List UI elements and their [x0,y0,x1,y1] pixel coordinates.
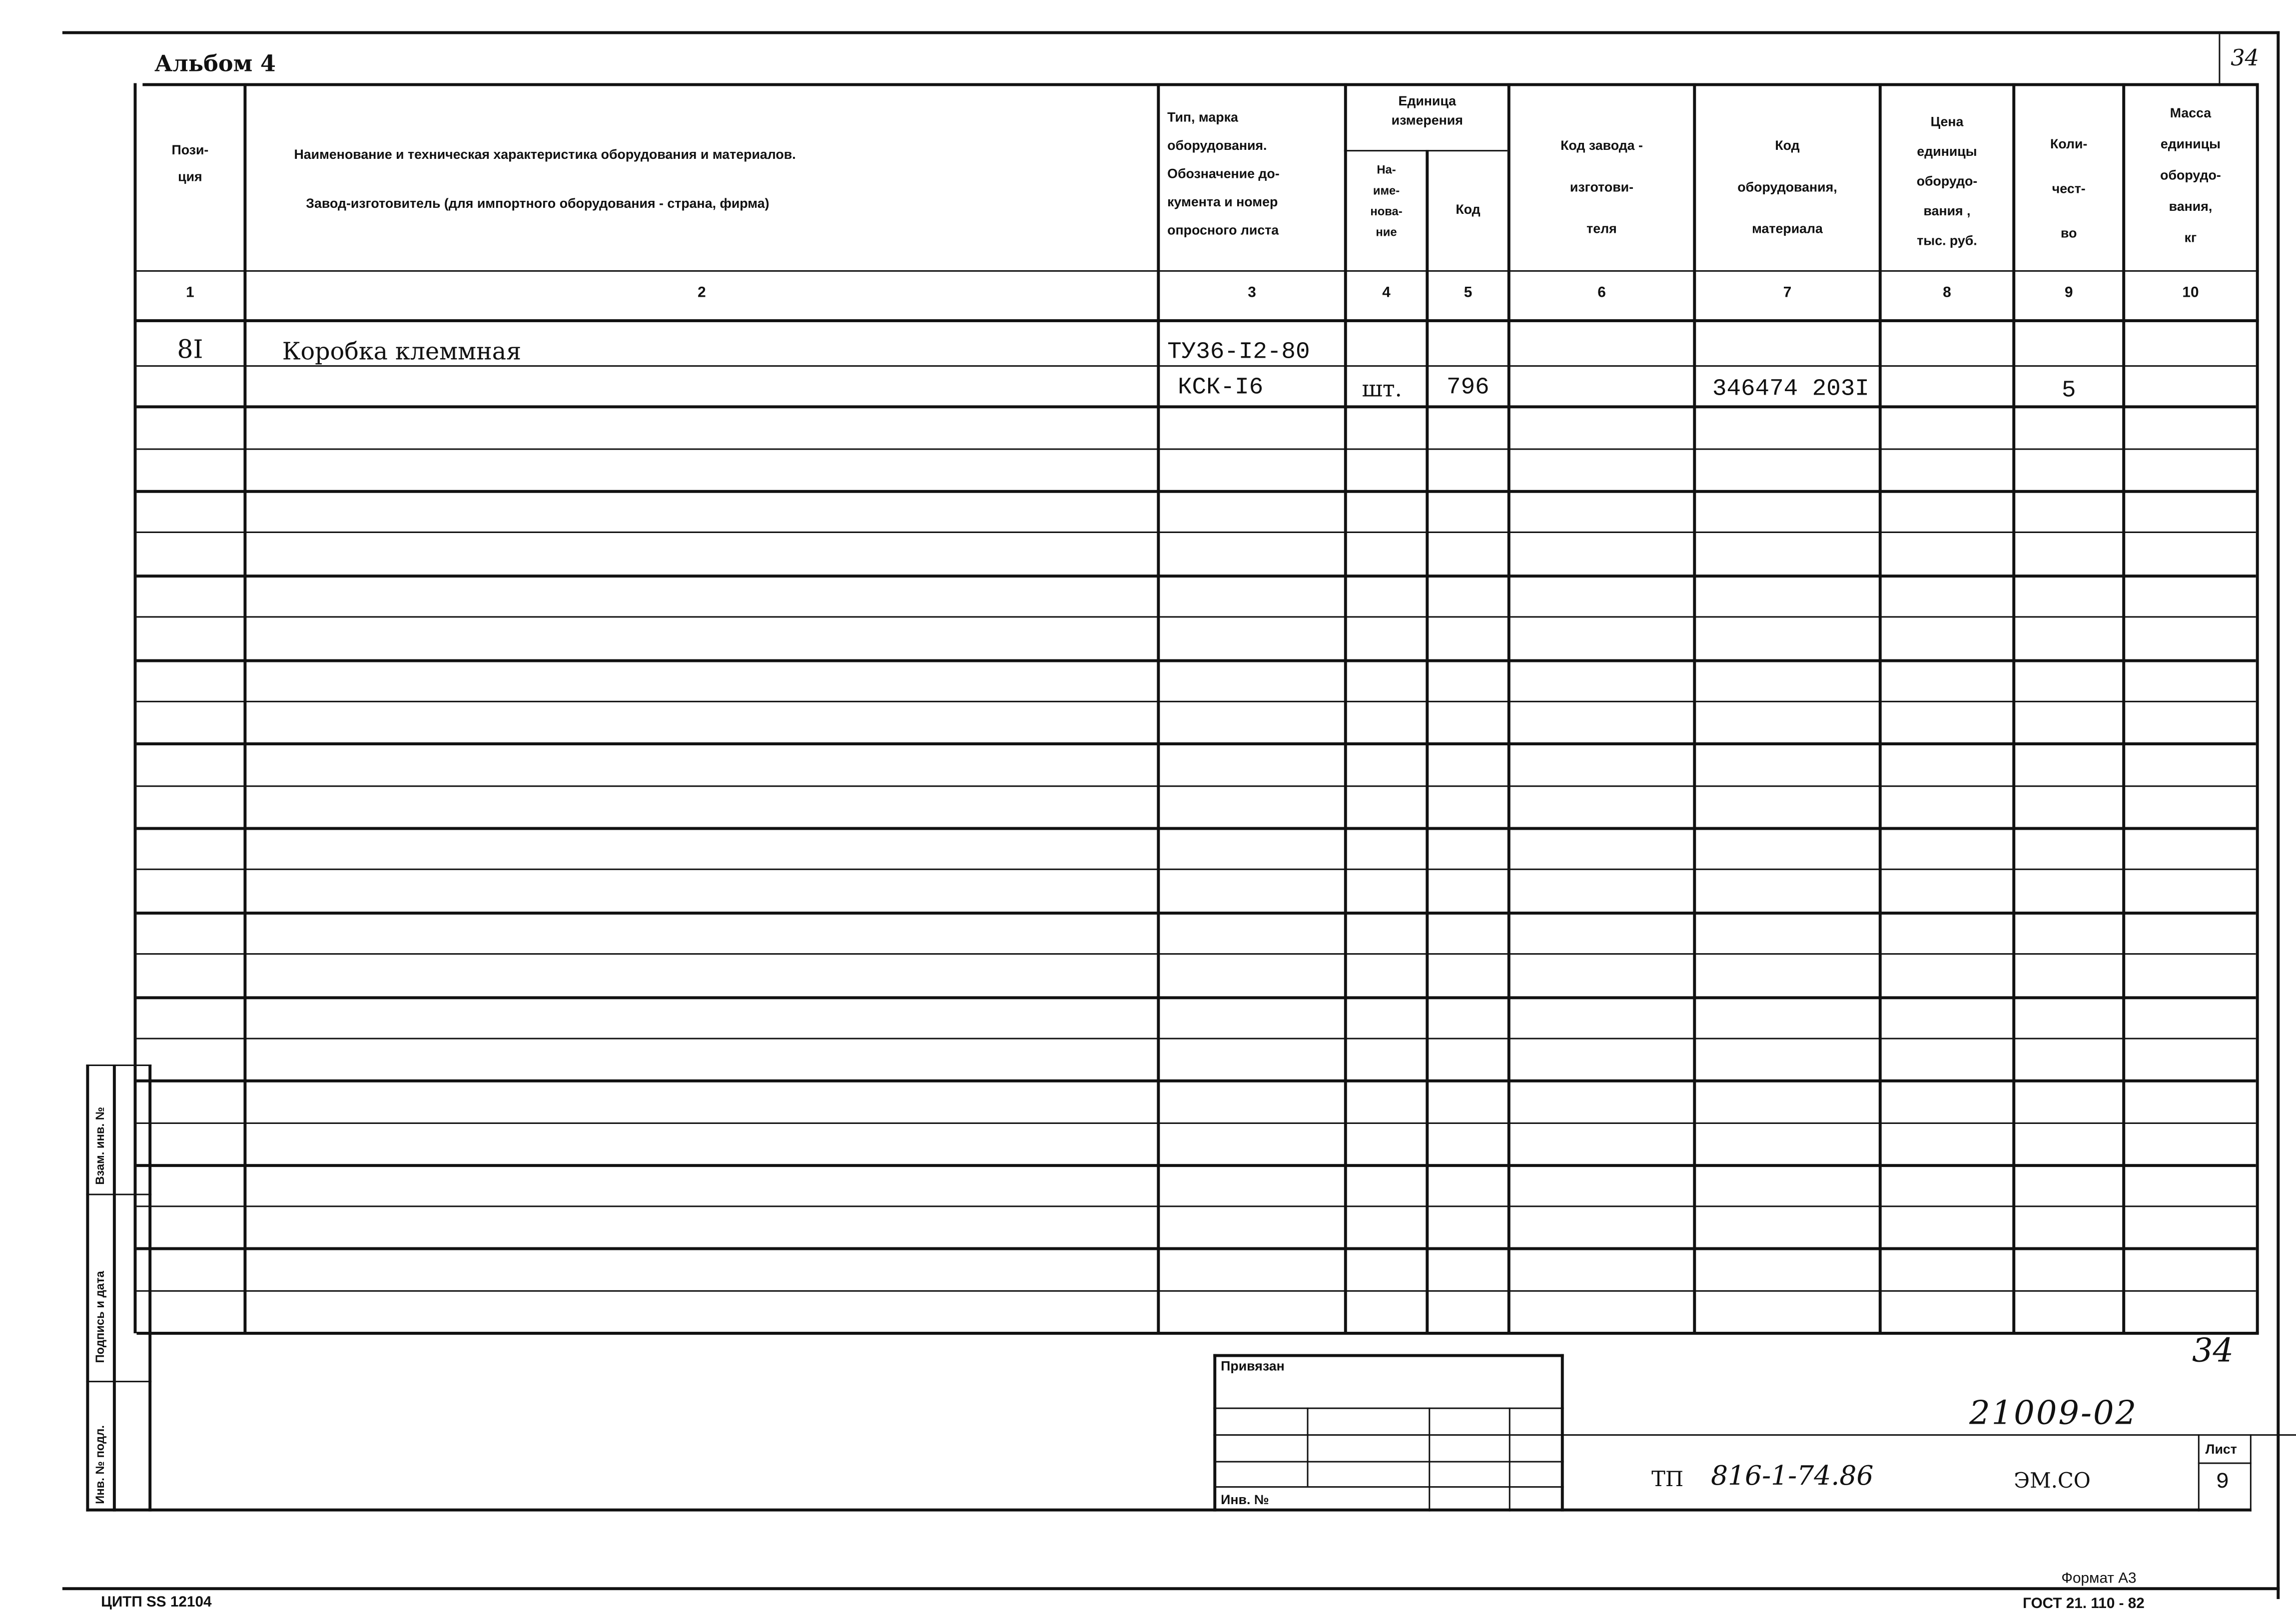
cell-name: Коробка клеммная [282,337,522,366]
cell-position: 8I [177,335,203,366]
colnum-9: 9 [2064,285,2073,302]
colnum-6: 6 [1597,285,1606,302]
col-divider-9 [2122,83,2125,1333]
side-strip-left [86,1065,89,1512]
corner-box-left [2219,34,2220,86]
header-bottom-line [133,270,2259,272]
stamp-sheet-number: 34 [2192,1333,2234,1371]
stamp-box-left [1213,1354,1216,1512]
bottom-border [62,1587,2280,1590]
side-strip-div2 [86,1381,151,1382]
colnum-7: 7 [1783,285,1792,302]
list-cell-right [2250,1434,2252,1512]
list-cell-mid [2198,1463,2252,1464]
col-divider-1 [243,83,246,1333]
colnum-3: 3 [1248,285,1256,302]
side-strip-inner [148,1065,151,1512]
col-divider-7 [1879,83,1882,1333]
side-label-signature-date: Подпись и дата [93,1271,107,1363]
header-equipment-code: Код оборудования, материала [1737,138,1837,236]
list-label: Лист [2205,1441,2237,1457]
side-strip-top [86,1065,151,1066]
header-name: Наименование и техническая характеристика оборудования и материалов. Завод-изготовитель (для импортного оборудования - страна, фирма) [294,147,796,211]
cell-unit-code: 796 [1446,374,1490,401]
project-code: 21009-02 [1969,1395,2138,1433]
cell-quantity: 5 [2061,377,2076,404]
corner-sheet-number: 34 [2231,44,2259,71]
colnum-4: 4 [1382,285,1391,302]
colnum-2: 2 [698,285,706,302]
colnum-10: 10 [2182,285,2199,302]
header-position: Пози- ция [171,142,209,184]
col-divider-2 [1157,83,1160,1333]
header-price: Цена единицы оборудо- вания , тыс. руб. [1916,114,1978,248]
header-unit-code: Код [1456,202,1481,217]
footer-left: ЦИТП SS 12104 [101,1595,212,1611]
album-underline [142,83,2257,86]
colnum-1: 1 [186,285,194,302]
header-quantity: Коли- чест- во [2050,136,2088,241]
header-unit: Единица измерения [1391,93,1463,128]
stamp-privyazan: Привязан [1221,1358,1285,1374]
colnum-bottom-line [133,319,2259,322]
stamp-bottom-line [86,1509,2251,1512]
side-label-replaced-inv: Взам. инв. № [93,1106,107,1185]
col-divider-6 [1693,83,1696,1333]
list-cell-left [2198,1434,2200,1512]
tp-label: ТП [1651,1468,1684,1493]
cell-unit: шт. [1362,375,1402,403]
side-strip-div1 [86,1194,151,1195]
side-label-original-inv: Инв. № подл. [93,1425,107,1504]
header-type: Тип, марка оборудования. Обозначение до- кумента и номер опросного листа [1167,109,1280,238]
stamp-box-right [1561,1354,1564,1512]
right-border [2277,31,2280,1599]
album-title: Альбом 4 [154,50,276,77]
col-divider-5 [1508,83,1511,1333]
footer-gost: ГОСТ 21. 110 - 82 [2023,1596,2145,1613]
header-mass: Масса единицы оборудо- вания, кг [2160,105,2221,245]
col-divider-4 [1426,150,1429,1333]
list-number: 9 [2216,1470,2230,1495]
side-strip-right [113,1065,116,1512]
top-border [62,31,2280,34]
cell-equipment-code: 346474 203I [1712,375,1869,403]
stamp-box-top [1213,1354,1563,1357]
header-unit-name: На- име- нова- ние [1370,163,1403,239]
cell-type: ТУ36-I2-80 [1167,338,1310,366]
col-divider-8 [2012,83,2015,1333]
tp-number: 816-1-74.86 [1710,1461,1874,1493]
colnum-5: 5 [1464,285,1473,302]
col-divider-3 [1344,83,1347,1333]
colnum-8: 8 [1943,285,1951,302]
cell-type: КСК-I6 [1177,374,1264,401]
header-factory-code: Код завода - изготови- теля [1560,138,1643,236]
footer-format: Формат А3 [2061,1571,2137,1588]
doc-code: ЭМ.СО [2014,1470,2091,1494]
stamp-inv: Инв. № [1221,1492,1269,1507]
